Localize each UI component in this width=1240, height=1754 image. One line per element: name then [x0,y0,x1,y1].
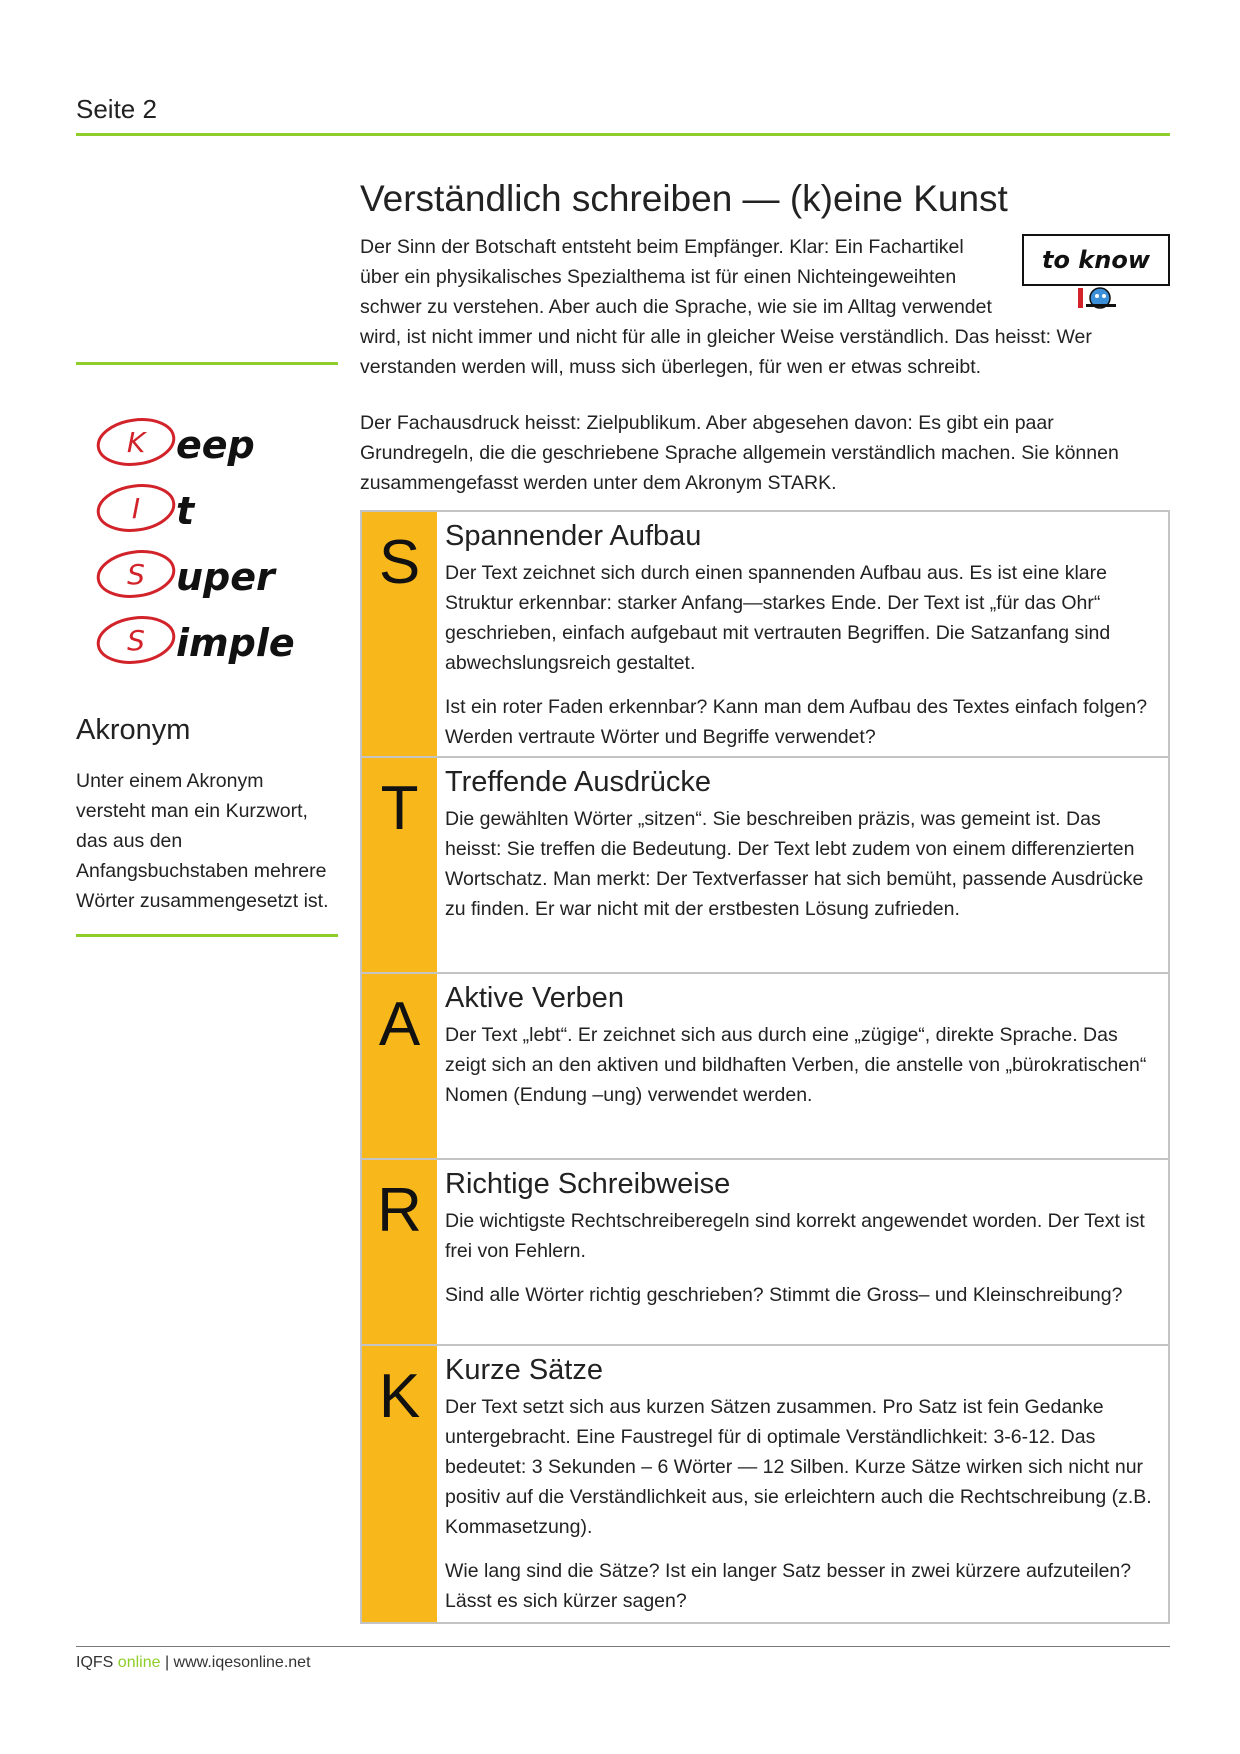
kiss-row-i [95,481,196,535]
stark-row-t [362,756,1168,972]
stark-text: Die wichtigste Rechtschreiberegeln sind korrekt angewendet worden. Der Text ist frei von Fehlern. [445,1210,1145,1262]
stark-text: Die gewählten Wörter „sitzen“. Sie beschreiben präzis, was gemeint ist. Das heisst: Sie treffen die Bedeutung. Der Text lebt zudem von einem differenzierten Wortschatz. Man merkt: Der Textverfasser hat sich bemüht, passende Ausdrücke zu finden. Er war nicht mit der erstbesten Lösung zufrieden. [445,808,1144,920]
sidebar-divider-top [76,362,338,365]
stark-letter: A [362,974,437,1158]
intro [360,232,1170,498]
stark-text: Der Text zeichnet sich durch einen spannenden Aufbau aus. Es ist eine klare Struktur erkennbar: starker Anfang—starkes Ende. Der Text ist „für das Ohr“ geschrieben, einfach aufgebaut mit vertrauten Begriffen. Die Satzanfang sind abwechslungsreich gestaltet. [445,562,1111,674]
stark-text: Der Text setzt sich aus kurzen Sätzen zusammen. Pro Satz ist fein Gedanke untergebracht. Eine Faustregel für di optimale Verständlichkeit: 3-6-12. Das bedeutet: 3 Sekunden – 6 Wörter — 12 Silben. Kurze Sätze wirken sich nicht nur positiv auf die Verständlichkeit aus, sie erleichtern auch die Rechtschreibung (z.B. Kommasetzung). [445,1396,1152,1538]
stark-text: Der Text „lebt“. Er zeichnet sich aus durch eine „zügige“, direkte Sprache. Das zeigt sich an den aktiven und bildhaften Verben, die anstelle von „bürokratischen“ Nomen (Endung –ung) verwendet werden. [445,1024,1147,1106]
to-know-label: to know [1022,234,1170,286]
stark-row-r [362,1158,1168,1344]
stark-heading: Richtige Schreibweise [445,1168,731,1200]
footer-separator: | [160,1654,174,1671]
kiss-word: eep [176,423,255,467]
kiss-acronym-graphic [84,408,334,688]
stark-row-a [362,972,1168,1158]
mascot-icon [1074,284,1118,312]
stark-question: Ist ein roter Faden erkennbar? Kann man dem Aufbau des Textes einfach folgen? Werden vertraute Wörter und Begriffe verwendet? [445,696,1148,748]
stark-row-k [362,1344,1168,1622]
stark-heading: Kurze Sätze [445,1354,603,1386]
footer-brand: IQFS [76,1654,114,1671]
stark-letter: R [362,1160,437,1344]
stark-heading: Spannender Aufbau [445,520,702,552]
page-title: Verständlich schreiben — (k)eine Kunst [360,178,1008,219]
footer-divider [76,1646,1170,1647]
header-divider [76,133,1170,136]
kiss-row-k [95,415,254,469]
page-header: Seite 2 [76,94,157,124]
kiss-letter: S [127,558,145,591]
kiss-row-s1 [95,547,277,601]
to-know-badge [1022,234,1170,312]
kiss-word: uper [176,555,275,599]
kiss-word: imple [176,621,295,665]
stark-question: Wie lang sind die Sätze? Ist ein langer Satz besser in zwei kürzere aufzuteilen? Lässt es sich kürzer sagen? [445,1560,1132,1612]
stark-question: Sind alle Wörter richtig geschrieben? Stimmt die Gross– und Kleinschreibung? [445,1284,1123,1306]
stark-heading: Treffende Ausdrücke [445,766,711,798]
stark-letter: S [362,512,437,756]
intro-paragraph-1: Der Sinn der Botschaft entsteht beim Empfänger. Klar: Ein Fachartikel über ein physikalisches Spezialthema ist für einen Nichteingeweihten schwer zu verstehen. Aber auch die Sprache, wie sie im Alltag verwendet wird, ist nicht immer und nicht für alle in gleicher Weise verständlich. Das heisst: Wer verstanden werden will, muss sich überlegen, für wen er etwas schreibt. [360,236,1092,378]
sidebar-text: Unter einem Akronym versteht man ein Kurzwort, das aus den Anfangsbuchstaben mehrere Wörter zusammengesetzt ist. [76,770,329,912]
stark-heading: Aktive Verben [445,982,624,1014]
intro-paragraph-2: Der Fachausdruck heisst: Zielpublikum. Aber abgesehen davon: Es gibt ein paar Grundregeln, die die geschriebene Sprache allgemein verständlich machen. Sie können zusammengefasst werden unter dem Akronym STARK. [360,412,1119,494]
kiss-word: t [176,489,195,533]
footer [76,1654,311,1672]
footer-url[interactable]: www.iqesonline.net [173,1654,311,1671]
kiss-letter: I [131,492,141,525]
stark-letter: T [362,758,437,972]
kiss-letter: S [127,624,145,657]
stark-row-s [362,512,1168,756]
sidebar-divider-bottom [76,934,338,937]
sidebar-heading: Akronym [76,714,191,746]
stark-letter: K [362,1346,437,1622]
kiss-row-s2 [95,613,294,667]
stark-table [360,510,1170,1624]
kiss-letter: K [126,426,146,459]
footer-brand-accent: online [117,1654,161,1671]
